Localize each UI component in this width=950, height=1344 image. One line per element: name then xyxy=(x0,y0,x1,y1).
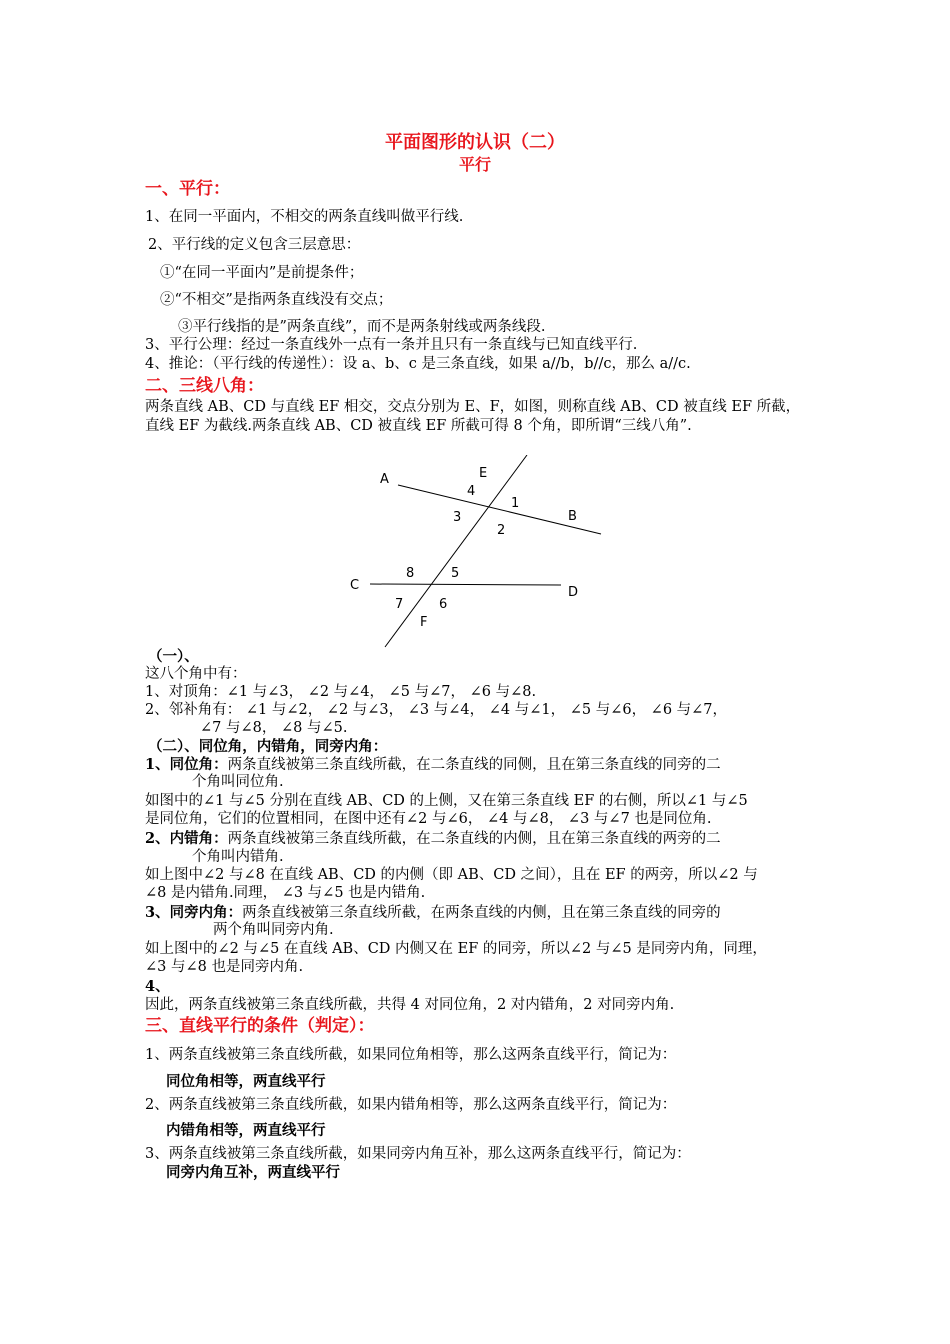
section-1-heading: 一、平行： xyxy=(145,179,230,199)
alternate-angles-def-2: 个角叫内错角. xyxy=(192,849,284,865)
label-2: 2 xyxy=(497,523,506,538)
rule-1: 1、两条直线被第三条直线所截，如果同位角相等，那么这两条直线平行，简记为： xyxy=(145,1047,677,1063)
corresponding-angles-def xyxy=(145,755,721,775)
corresponding-angles-ex-1: 如图中的∠1 与∠5 分别在直线 AB、CD 的上侧，又在第三条直线 EF 的右侧，所以∠1 与∠5 xyxy=(145,793,748,809)
sub1-line-4: ∠7 与∠8， ∠8 与∠5. xyxy=(200,720,348,736)
label-5: 5 xyxy=(451,566,460,581)
corresponding-angles-def-1: 两条直线被第三条直线所截，在二条直线的同侧，且在第三条直线的同旁的二 xyxy=(227,757,721,773)
s2-para-2: 直线 EF 为截线.两条直线 AB、CD 被直线 EF 所截可得 8 个角，即所谓“三线八角”. xyxy=(145,418,692,434)
line-ef xyxy=(385,455,527,647)
subsection-1-heading: （一）、 xyxy=(148,648,199,665)
co-interior-angles-ex-1: 如上图中的∠2 与∠5 在直线 AB、CD 内侧又在 EF 的同旁，所以∠2 与∠5 是同旁内角，同理， xyxy=(145,941,767,957)
s1-line-2: 2、平行线的定义包含三层意思： xyxy=(148,237,361,253)
alternate-angles-ex-2: ∠8 是内错角.同理， ∠3 与∠5 也是内错角. xyxy=(145,885,426,901)
alternate-angles-label: 2、内错角： xyxy=(145,830,228,847)
s1-line-1: 1、在同一平面内，不相交的两条直线叫做平行线. xyxy=(145,209,464,225)
s1-line-7: 4、推论：（平行线的传递性）：设 a、b、c 是三条直线，如果 a//b，b//c，那么 a//c. xyxy=(145,356,691,372)
alternate-angles-ex-1: 如上图中∠2 与∠8 在直线 AB、CD 的内侧（即 AB、CD 之间），且在 EF 的两旁，所以∠2 与 xyxy=(145,867,758,883)
label-c: C xyxy=(350,578,360,593)
rule-1-short: 同位角相等，两直线平行 xyxy=(166,1073,326,1090)
rule-2: 2、两条直线被第三条直线所截，如果内错角相等，那么这两条直线平行，简记为： xyxy=(145,1097,677,1113)
co-interior-angles-def-1: 两条直线被第三条直线所截，在两条直线的内侧，且在第三条直线的同旁的 xyxy=(242,905,721,921)
corresponding-angles-ex-2: 是同位角，它们的位置相同，在图中还有∠2 与∠6， ∠4 与∠8， ∠3 与∠7 也是同位角. xyxy=(145,811,712,827)
s1-line-5: ③平行线指的是”两条直线”，而不是两条射线或两条线段. xyxy=(178,319,546,335)
label-1: 1 xyxy=(511,496,520,511)
sub1-line-3: 2、邻补角有： ∠1 与∠2， ∠2 与∠3， ∠3 与∠4， ∠4 与∠1， ∠5 与∠6， ∠6 与∠7， xyxy=(145,702,728,718)
subsection-2-heading: （二）、同位角，内错角，同旁内角： xyxy=(148,738,388,755)
sub1-line-2: 1、对顶角：∠1 与∠3， ∠2 与∠4， ∠5 与∠7， ∠6 与∠8. xyxy=(145,684,537,700)
line-cd xyxy=(370,584,561,585)
item-4-label: 4、 xyxy=(145,978,170,995)
corresponding-angles-def-2: 个角叫同位角. xyxy=(192,774,284,790)
co-interior-angles-def xyxy=(145,903,721,923)
label-3: 3 xyxy=(453,510,462,525)
co-interior-angles-def-2: 两个角叫同旁内角. xyxy=(213,922,334,938)
co-interior-angles-ex-2: ∠3 与∠8 也是同旁内角. xyxy=(145,959,304,975)
rule-2-short: 内错角相等，两直线平行 xyxy=(166,1122,326,1139)
s1-line-4: ②“不相交”是指两条直线没有交点； xyxy=(160,292,393,308)
three-lines-eight-angles-figure xyxy=(340,455,620,655)
label-f: F xyxy=(420,615,428,630)
page-title: 平面图形的认识（二） xyxy=(385,132,565,153)
label-b: B xyxy=(568,509,577,524)
label-7: 7 xyxy=(395,597,404,612)
co-interior-angles-label: 3、同旁内角： xyxy=(145,904,243,921)
alternate-angles-def xyxy=(145,829,721,849)
section-3-heading: 三、直线平行的条件（判定）： xyxy=(145,1016,375,1036)
label-4: 4 xyxy=(467,484,476,499)
alternate-angles-def-1: 两条直线被第三条直线所截，在二条直线的内侧，且在第三条直线的两旁的二 xyxy=(227,831,721,847)
label-a: A xyxy=(380,472,389,487)
label-8: 8 xyxy=(406,566,415,581)
summary-line: 因此，两条直线被第三条直线所截，共得 4 对同位角，2 对内错角，2 对同旁内角. xyxy=(145,997,675,1013)
label-d: D xyxy=(568,585,579,600)
corresponding-angles-label: 1、同位角： xyxy=(145,756,228,773)
label-e: E xyxy=(479,466,488,481)
label-6: 6 xyxy=(439,597,448,612)
rule-3-short: 同旁内角互补，两直线平行 xyxy=(166,1164,340,1181)
s1-line-3: ①“在同一平面内”是前提条件； xyxy=(160,265,364,281)
page-subtitle: 平行 xyxy=(458,155,491,174)
rule-3: 3、两条直线被第三条直线所截，如果同旁内角互补，那么这两条直线平行，简记为： xyxy=(145,1146,691,1162)
sub1-line-1: 这八个角中有： xyxy=(145,666,247,682)
s2-para-1: 两条直线 AB、CD 与直线 EF 相交，交点分别为 E、F，如图，则称直线 AB、CD 被直线 EF 所截， xyxy=(145,399,801,415)
section-2-heading: 二、三线八角： xyxy=(145,376,264,396)
s1-line-6: 3、平行公理：经过一条直线外一点有一条并且只有一条直线与已知直线平行. xyxy=(145,337,638,353)
